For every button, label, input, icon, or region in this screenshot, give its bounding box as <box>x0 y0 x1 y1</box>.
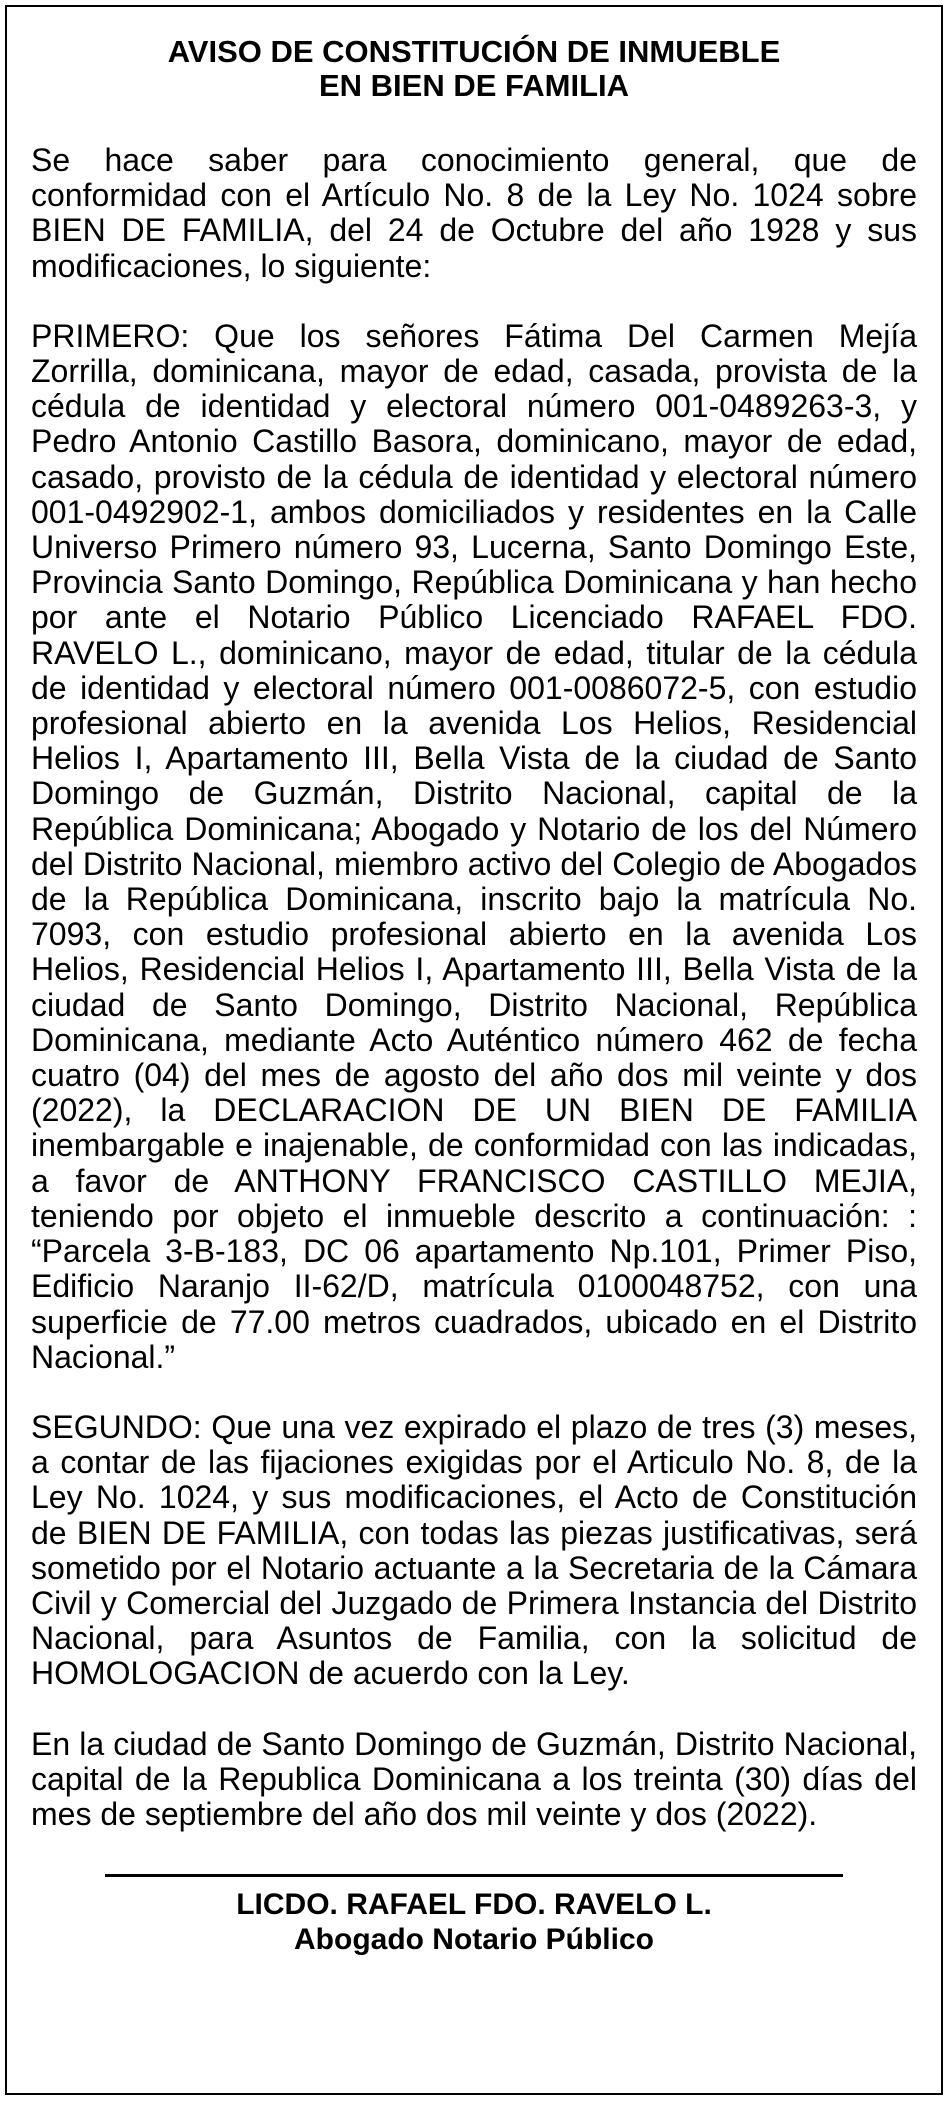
legal-notice <box>5 5 943 2095</box>
intro-paragraph: Se hace saber para conocimiento general, que de conformidad con el Artículo No. 8 de la Ley No. 1024 sobre BIEN DE FAMILIA, del 24 de Octubre del año 1928 y sus modificaciones, lo siguiente: <box>31 142 917 284</box>
signature-block <box>31 1887 917 1957</box>
notice-title <box>31 35 917 103</box>
primero-paragraph: PRIMERO: Que los señores Fátima Del Carmen Mejía Zorrilla, dominicana, mayor de edad, casada, provista de la cédula de identidad y electoral número 001-0489263-3, y Pedro Antonio Castillo Basora, dominicano, mayor de edad, casado, provisto de la cédula de identidad y electoral número 001-0492902-1, ambos domiciliados y residentes en la Calle Universo Primero número 93, Lucerna, Santo Domingo Este, Provincia Santo Domingo, República Dominicana y han hecho por ante el Notario Público Licenciado RAFAEL FDO. RAVELO L., dominicano, mayor de edad, titular de la cédula de identidad y electoral número 001-0086072-5, con estudio profesional abierto en la avenida Los Helios, Residencial Helios I, Apartamento III, Bella Vista de la ciudad de Santo Domingo de Guzmán, Distrito Nacional, capital de la República Dominicana; Abogado y Notario de los del Número del Distrito Nacional, miembro activo del Colegio de Abogados de la República Dominicana, inscrito bajo la matrícula No. 7093, con estudio profesional abierto en la avenida Los Helios, Residencial Helios I, Apartamento III, Bella Vista de la ciudad de Santo Domingo, Distrito Nacional, República Dominicana, mediante Acto Auténtico número 462 de fecha cuatro (04) del mes de agosto del año dos mil veinte y dos (2022), la DECLARACION DE UN BIEN DE FAMILIA inembargable e inajenable, de conformidad con las indicadas, a favor de ANTHONY FRANCISCO CASTILLO MEJIA, teniendo por objeto el inmueble descrito a continuación: : “Parcela 3-B-183, DC 06 apartamento Np.101, Primer Piso, Edificio Naranjo II-62/D, matrícula 0100048752, con una superficie de 77.00 metros cuadrados, ubicado en el Distrito Nacional.” <box>31 317 917 1375</box>
signatory-name: LICDO. RAFAEL FDO. RAVELO L. <box>236 1888 712 1922</box>
closing-paragraph: En la ciudad de Santo Domingo de Guzmán, Distrito Nacional, capital de la Republica Dominicana a los treinta (30) días del mes de septiembre del año dos mil veinte y dos (2022). <box>31 1725 917 1832</box>
signatory-role: Abogado Notario Público <box>294 1923 654 1957</box>
signature-line <box>105 1874 843 1877</box>
segundo-paragraph: SEGUNDO: Que una vez expirado el plazo de tres (3) meses, a contar de las fijaciones exigidas por el Articulo No. 8, de la Ley No. 1024, y sus modificaciones, el Acto de Constitución de BIEN DE FAMILIA, con todas las piezas justificativas, será sometido por el Notario actuante a la Secretaria de la Cámara Civil y Comercial del Juzgado de Primera Instancia del Distrito Nacional, para Asuntos de Familia, con la solicitud de HOMOLOGACION de acuerdo con la Ley. <box>31 1408 917 1692</box>
notice-title-line-2: EN BIEN DE FAMILIA <box>318 68 629 103</box>
notice-title-line-1: AVISO DE CONSTITUCIÓN DE INMUEBLE <box>167 34 781 69</box>
